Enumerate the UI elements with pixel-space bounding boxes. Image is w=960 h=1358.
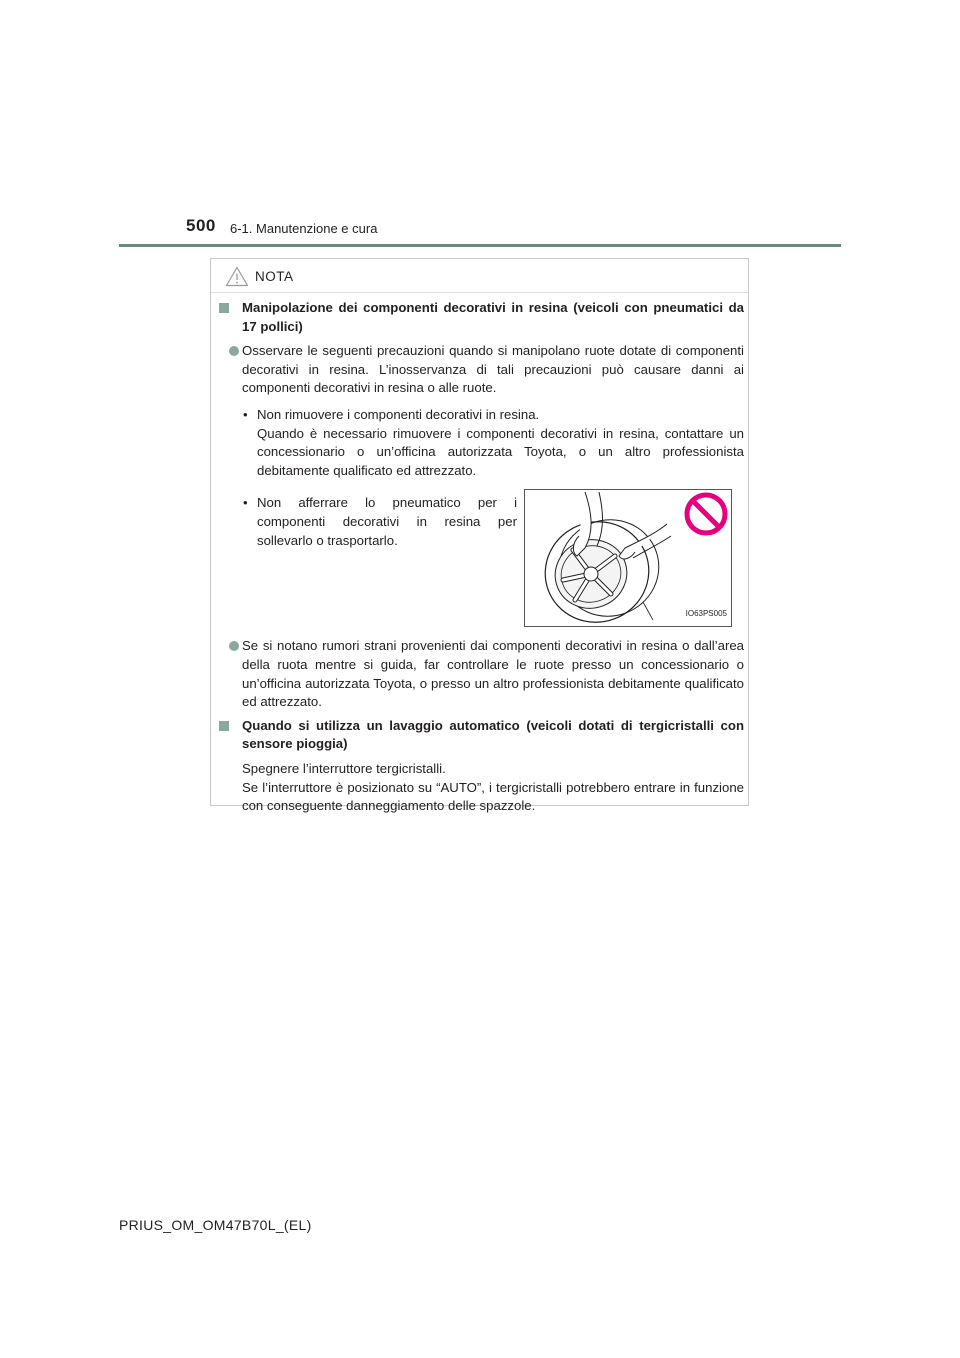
page-number: 500 [186,216,216,235]
bullet-strange-noises-text: Se si notano rumori strani provenienti dai componenti decorativi in resina o dall’area della ruota mentre si guida, far controllare le ruote presso un concessionario o un’officina autorizzata Toyota, o presso un altro professionista debitamente qualificato ed attrezzato. [242,638,744,710]
figure-code: IO63PS005 [685,608,727,618]
bullet-precautions-text: Osservare le seguenti precauzioni quando si manipolano ruote dotate di componenti decorativi in resina. L’inosservanza di tali precauzioni può causare danni ai componenti decorativi in resina o alle ruote. [242,343,744,396]
figure-row [217,489,744,627]
sub-item-do-not-grab [217,494,517,550]
bullet-precautions [217,342,744,398]
sub-item-do-not-remove [217,406,744,480]
round-bullet-icon [229,346,239,356]
sub-item-do-not-grab-text: Non afferrare lo pneumatico per i componenti decorativi in resina per sollevarlo o trasportarlo. [257,495,517,548]
sub-item-do-not-remove-detail: Quando è necessario rimuovere i componenti decorativi in resina, contattare un concessionario o un’officina autorizzata Toyota, o un altro professionista debitamente qualificato ed attrezzato. [257,425,744,478]
middle-dot-icon: • [243,495,248,511]
section-heading-car-wash [217,717,744,754]
car-wash-line-2: Se l’interruttore è posizionato su “AUTO”, i tergicristalli potrebbero entrare in funzione con conseguente danneggiamento delle spazzole. [242,779,744,814]
square-bullet-icon [219,721,229,731]
note-box [210,258,749,814]
tire-illustration [524,489,732,627]
header-rule [119,244,841,247]
note-label: NOTA [255,268,294,284]
section-title: 6-1. Manutenzione e cura [230,221,378,236]
note-header-divider [211,292,748,293]
bullet-strange-noises [217,637,744,711]
car-wash-line-1: Spegnere l’interruttore tergicristalli. [242,760,446,776]
sub-item-do-not-remove-text: Non rimuovere i componenti decorativi in resina. [257,406,540,422]
section-heading-resin [217,299,744,336]
note-content [217,299,744,816]
middle-dot-icon: • [243,406,248,422]
warning-triangle-icon [225,266,249,287]
footer-code: PRIUS_OM_OM47B70L_(EL) [119,1217,312,1233]
square-bullet-icon [219,303,229,313]
section-heading-resin-text: Manipolazione dei componenti decorativi in resina (veicoli con pneumatici da 17 pollici) [242,300,744,334]
note-header [225,265,294,287]
round-bullet-icon [229,641,239,651]
section-heading-car-wash-text: Quando si utilizza un lavaggio automatico (veicoli dotati di tergicristalli con sensore pioggia) [242,717,744,752]
